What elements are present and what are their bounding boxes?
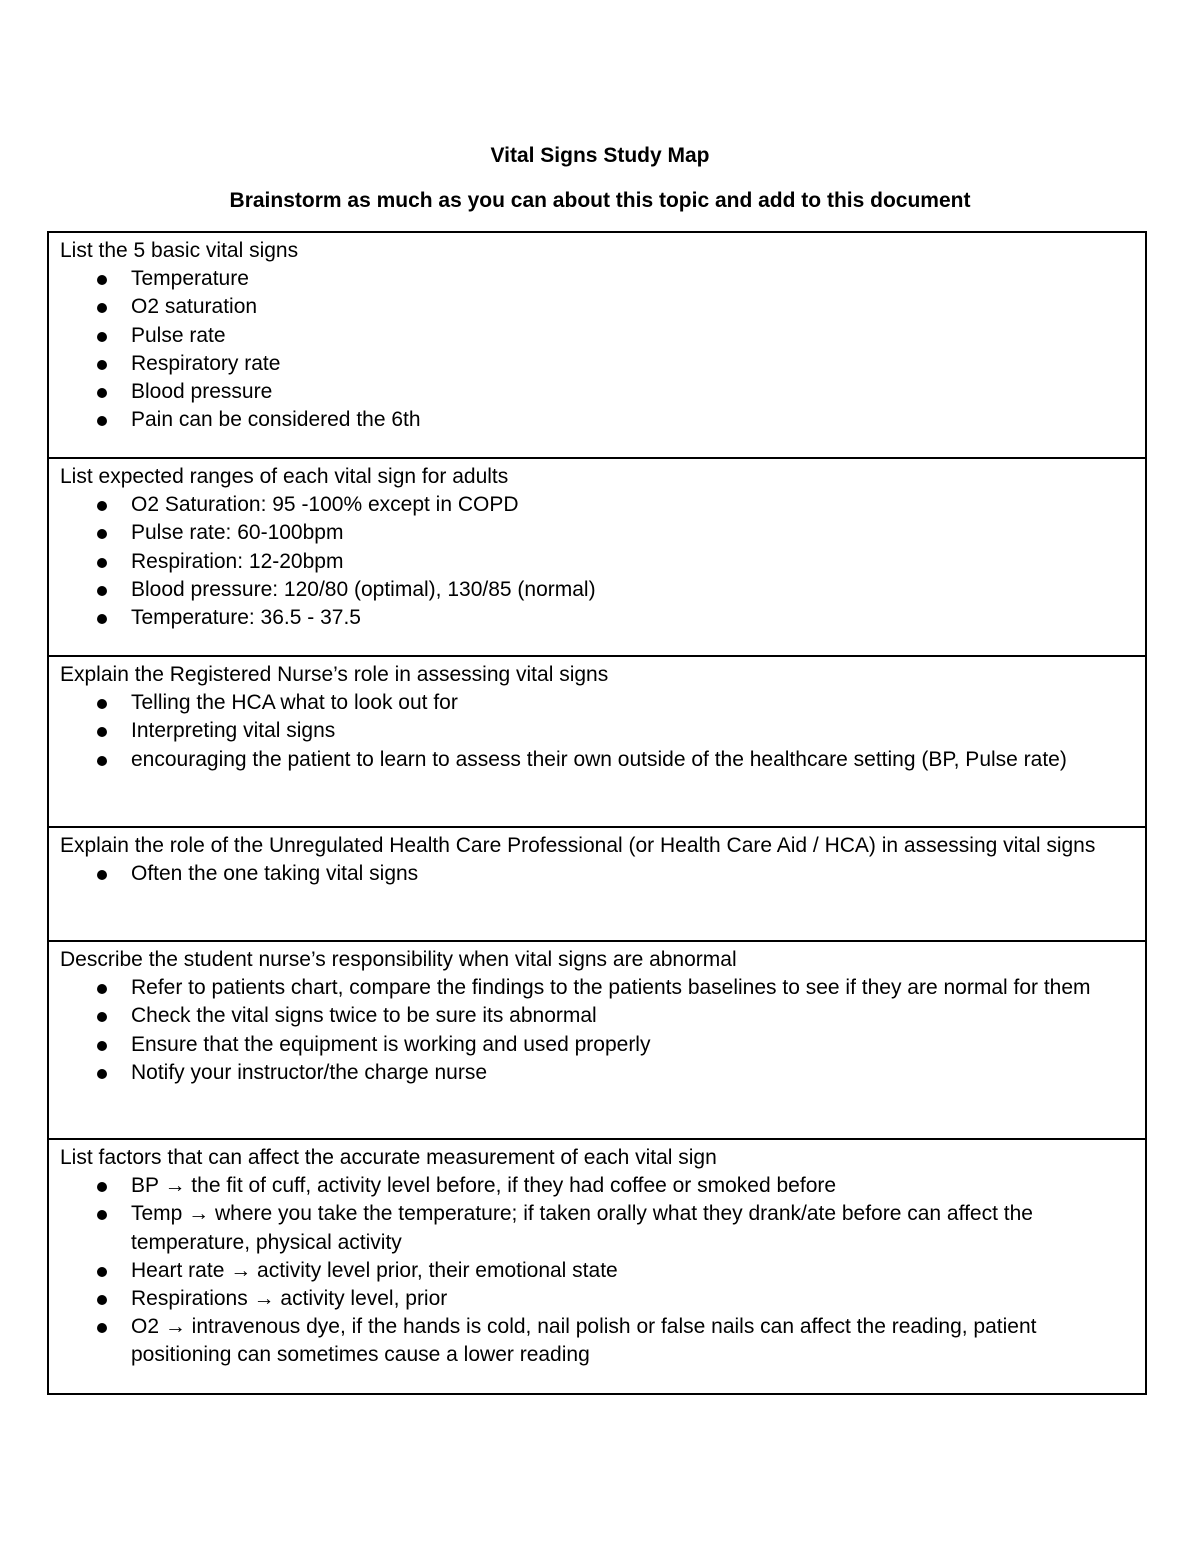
bullet-item: Often the one taking vital signs	[60, 860, 1121, 888]
section-row	[48, 941, 1146, 1139]
section-bullet-list	[60, 1172, 1121, 1369]
section-cell	[48, 941, 1146, 1139]
section-prompt: List the 5 basic vital signs	[60, 239, 299, 262]
bullet-item: Pain can be considered the 6th	[60, 406, 1121, 434]
study-map-table	[47, 231, 1147, 1395]
section-row	[48, 458, 1146, 656]
bullet-item: O2 → intravenous dye, if the hands is cold, nail polish or false nails can affect the reading, patient positioning can sometimes cause a lower reading	[60, 1313, 1121, 1369]
bullet-item: Interpreting vital signs	[60, 717, 1121, 745]
section-row	[48, 656, 1146, 827]
section-row	[48, 232, 1146, 458]
section-cell	[48, 656, 1146, 827]
section-bullet-list	[60, 491, 1121, 632]
section-cell	[48, 232, 1146, 458]
bullet-item: Respirations → activity level, prior	[60, 1285, 1121, 1313]
section-cell	[48, 827, 1146, 941]
section-prompt: List factors that can affect the accurate measurement of each vital sign	[60, 1146, 717, 1169]
section-prompt: Describe the student nurse’s responsibility when vital signs are abnormal	[60, 948, 737, 971]
bullet-item: Temperature: 36.5 - 37.5	[60, 604, 1121, 632]
section-prompt: List expected ranges of each vital sign for adults	[60, 465, 509, 488]
document-subtitle: Brainstorm as much as you can about this topic and add to this document	[229, 189, 971, 212]
bullet-item: encouraging the patient to learn to assess their own outside of the healthcare setting (BP, Pulse rate)	[60, 746, 1121, 774]
section-bullet-list	[60, 689, 1121, 774]
section-cell	[48, 1139, 1146, 1394]
bullet-item: Heart rate → activity level prior, their emotional state	[60, 1257, 1121, 1285]
bullet-item: Blood pressure	[60, 378, 1121, 406]
bullet-item: Check the vital signs twice to be sure its abnormal	[60, 1002, 1121, 1030]
bullet-item: Pulse rate: 60-100bpm	[60, 519, 1121, 547]
section-row	[48, 1139, 1146, 1394]
section-row	[48, 827, 1146, 941]
document-title: Vital Signs Study Map	[490, 144, 710, 167]
bullet-item: BP → the fit of cuff, activity level before, if they had coffee or smoked before	[60, 1172, 1121, 1200]
bullet-item: Refer to patients chart, compare the findings to the patients baselines to see if they are normal for them	[60, 974, 1121, 1002]
bullet-item: Temperature	[60, 265, 1121, 293]
section-bullet-list	[60, 860, 1121, 888]
bullet-item: Respiratory rate	[60, 350, 1121, 378]
section-prompt: Explain the Registered Nurse’s role in assessing vital signs	[60, 663, 609, 686]
section-bullet-list	[60, 974, 1121, 1087]
bullet-item: O2 Saturation: 95 -100% except in COPD	[60, 491, 1121, 519]
bullet-item: Pulse rate	[60, 322, 1121, 350]
bullet-item: O2 saturation	[60, 293, 1121, 321]
bullet-item: Telling the HCA what to look out for	[60, 689, 1121, 717]
bullet-item: Ensure that the equipment is working and used properly	[60, 1031, 1121, 1059]
bullet-item: Notify your instructor/the charge nurse	[60, 1059, 1121, 1087]
section-prompt: Explain the role of the Unregulated Health Care Professional (or Health Care Aid / HCA) in assessing vital signs	[60, 834, 1096, 857]
section-bullet-list	[60, 265, 1121, 434]
bullet-item: Blood pressure: 120/80 (optimal), 130/85 (normal)	[60, 576, 1121, 604]
bullet-item: Temp → where you take the temperature; if taken orally what they drank/ate before can affect the temperature, physical activity	[60, 1200, 1121, 1256]
section-cell	[48, 458, 1146, 656]
bullet-item: Respiration: 12-20bpm	[60, 548, 1121, 576]
